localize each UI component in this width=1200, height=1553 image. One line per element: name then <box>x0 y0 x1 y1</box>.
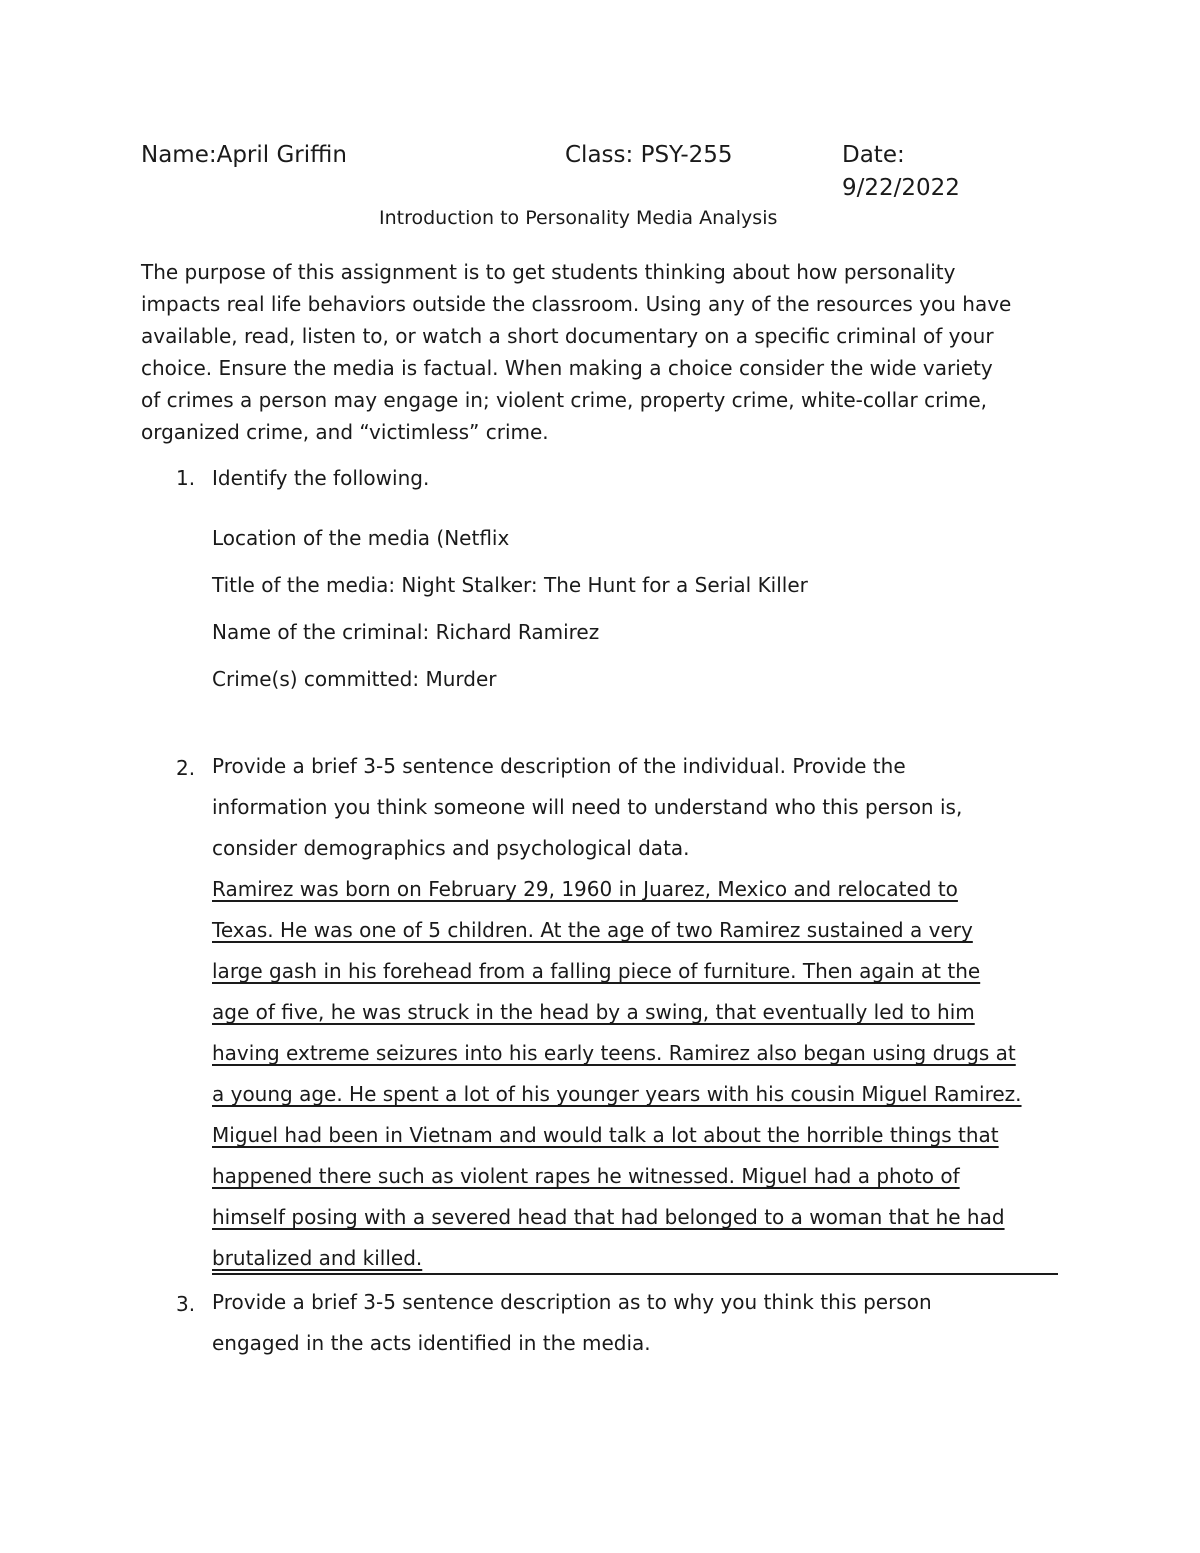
q2-prompt <box>212 746 1072 869</box>
q2-answer-line: a young age. He spent a lot of his younger years with his cousin Miguel Ramirez. <box>212 1082 1022 1106</box>
purpose-line: available, read, listen to, or watch a short documentary on a specific criminal of your <box>141 324 994 348</box>
student-name: Name:April Griffin <box>141 142 347 168</box>
q1-criminal-name: Name of the criminal: Richard Ramirez <box>212 620 600 644</box>
answer-rule-line <box>212 1273 1058 1275</box>
q1-crimes: Crime(s) committed: Murder <box>212 667 497 691</box>
q1-prompt: Identify the following. <box>212 466 430 490</box>
purpose-paragraph <box>141 256 1071 448</box>
q2-answer-line: large gash in his forehead from a falling piece of furniture. Then again at the <box>212 959 981 983</box>
q2-answer-line: Texas. He was one of 5 children. At the age of two Ramirez sustained a very <box>212 918 973 942</box>
q3-number: 3. <box>176 1292 196 1316</box>
q3-prompt-line: Provide a brief 3-5 sentence description as to why you think this person <box>212 1290 932 1314</box>
q2-answer-line: brutalized and killed. <box>212 1246 423 1270</box>
document-title: Introduction to Personality Media Analysis <box>379 207 778 229</box>
purpose-line: organized crime, and “victimless” crime. <box>141 420 549 444</box>
q3-prompt <box>212 1282 1072 1364</box>
q2-answer-line: age of five, he was struck in the head by a swing, that eventually led to him <box>212 1000 975 1024</box>
date-label: Date: <box>842 142 905 168</box>
q2-answer-line: Miguel had been in Vietnam and would talk a lot about the horrible things that <box>212 1123 999 1147</box>
q2-answer-line: himself posing with a severed head that had belonged to a woman that he had <box>212 1205 1005 1229</box>
purpose-line: of crimes a person may engage in; violent crime, property crime, white-collar crime, <box>141 388 987 412</box>
q2-prompt-line: consider demographics and psychological data. <box>212 836 690 860</box>
q2-answer-line: having extreme seizures into his early teens. Ramirez also began using drugs at <box>212 1041 1016 1065</box>
purpose-line: The purpose of this assignment is to get students thinking about how personality <box>141 260 956 284</box>
q1-location: Location of the media (Netflix <box>212 526 510 550</box>
q3-prompt-line: engaged in the acts identified in the media. <box>212 1331 651 1355</box>
q2-prompt-line: Provide a brief 3-5 sentence description of the individual. Provide the <box>212 754 906 778</box>
purpose-line: choice. Ensure the media is factual. When making a choice consider the wide variety <box>141 356 993 380</box>
q1-media-title: Title of the media: Night Stalker: The Hunt for a Serial Killer <box>212 573 808 597</box>
q1-number: 1. <box>176 466 196 490</box>
purpose-line: impacts real life behaviors outside the classroom. Using any of the resources you have <box>141 292 1012 316</box>
q2-prompt-line: information you think someone will need to understand who this person is, <box>212 795 963 819</box>
q2-number: 2. <box>176 756 196 780</box>
q2-answer <box>212 869 1072 1279</box>
q2-answer-line: happened there such as violent rapes he witnessed. Miguel had a photo of <box>212 1164 960 1188</box>
class-label: Class: PSY-255 <box>565 142 733 168</box>
q2-answer-line: Ramirez was born on February 29, 1960 in Juarez, Mexico and relocated to <box>212 877 958 901</box>
date-value: 9/22/2022 <box>842 175 960 201</box>
